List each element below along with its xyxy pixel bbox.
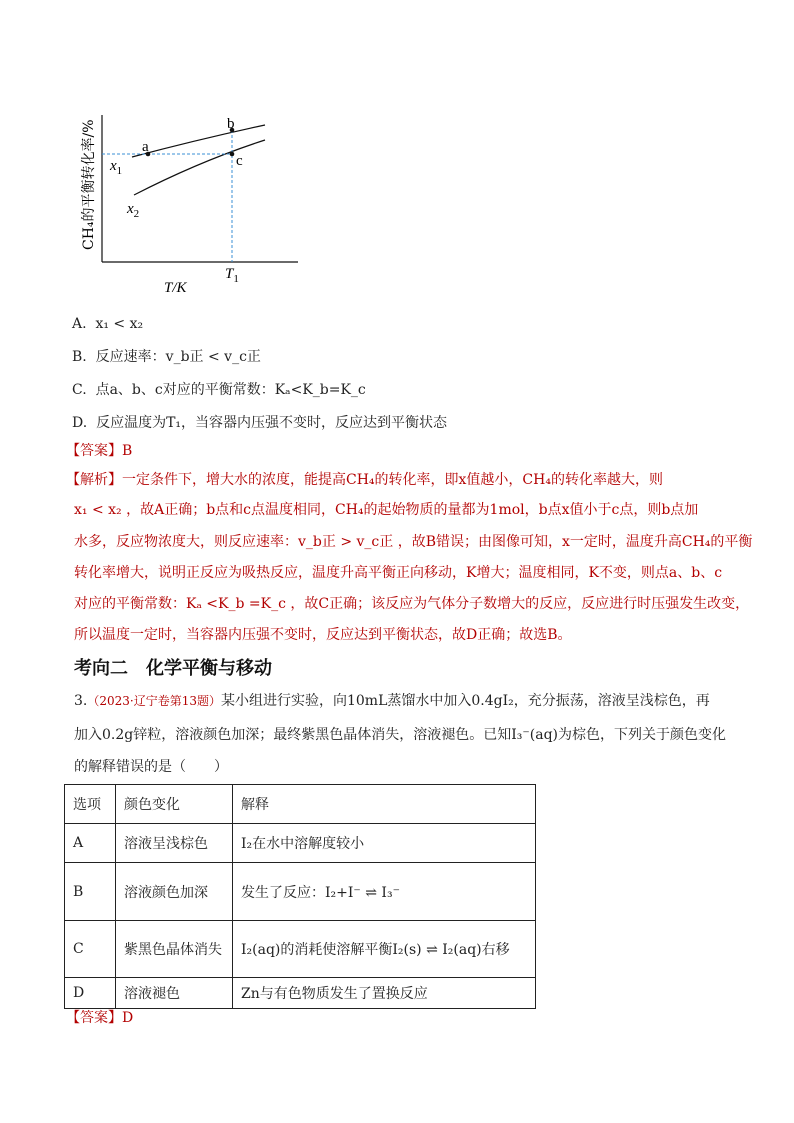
table-header-cell: 解释 [233, 785, 536, 824]
section-heading: 考向二 化学平衡与移动 [74, 658, 272, 679]
x-tick-t1: $T_1$ [225, 266, 239, 285]
table-cell: 发生了反应：I₂+I⁻ ⇌ I₃⁻ [233, 863, 536, 921]
analysis-line-5: 对应的平衡常数：Kₐ <K_b =K_c ，故C正确；该反应为气体分子数增大的反应，反应进行时压强发生改变， [74, 596, 750, 612]
option-b: B. 反应速率：v_b正 < v_c正 [72, 349, 261, 365]
point-c-label: c [236, 153, 243, 169]
table-cell: A [65, 824, 116, 863]
answer-1: 【答案】B [66, 443, 133, 459]
table-cell: D [65, 978, 116, 1009]
curve-x1 [132, 125, 265, 157]
table-cell: 紫黑色晶体消失 [116, 921, 233, 978]
table-row [65, 824, 536, 863]
answer-2: 【答案】D [66, 1010, 134, 1026]
analysis-line-4: 转化率增大，说明正反应为吸热反应，温度升高平衡正向移动，K增大；温度相同，K不变，则点a、b、c [74, 565, 723, 581]
option-c: C. 点a、b、c对应的平衡常数：Kₐ<K_b=K_c [72, 382, 366, 398]
option-d: D. 反应温度为T₁，当容器内压强不变时，反应达到平衡状态 [72, 415, 448, 431]
analysis-line-1: 【解析】一定条件下，增大水的浓度，能提高CH₄的转化率，即x值越小，CH₄的转化率越大，则 [66, 472, 663, 488]
table-header-cell: 选项 [65, 785, 116, 824]
question-3-line-1: 3.（2023·辽宁卷第13题）某小组进行实验，向10mL蒸馏水中加入0.4gI₂，充分振荡，溶液呈浅棕色，再 [74, 693, 710, 709]
point-b-label: b [227, 116, 235, 132]
analysis-line-3: 水多，反应物浓度大，则反应速率：v_b正 > v_c正 ，故B错误；由图像可知，x一定时，温度升高CH₄的平衡 [74, 534, 753, 550]
question-3-line-2: 加入0.2g锌粒，溶液颜色加深；最终紫黑色晶体消失，溶液褪色。已知I₃⁻(aq)为棕色，下列关于颜色变化 [74, 727, 726, 743]
analysis-line-2: x₁ < x₂ ，故A正确；b点和c点温度相同，CH₄的起始物质的量都为1mol，b点x值小于c点，则b点加 [74, 502, 699, 518]
table-cell: I₂(aq)的消耗使溶解平衡I₂(s) ⇌ I₂(aq)右移 [233, 921, 536, 978]
question-3-line-3: 的解释错误的是（ ） [74, 759, 228, 775]
conversion-chart [60, 85, 300, 300]
table-cell: 溶液呈浅棕色 [116, 824, 233, 863]
options-table [64, 784, 536, 1009]
series-x2-label: $x_2$ [127, 201, 140, 220]
point-c [230, 152, 235, 157]
table-header-row [65, 785, 536, 824]
table-row [65, 978, 536, 1009]
y-axis-label: CH₄的平衡转化率/% [81, 119, 97, 250]
table-row [65, 921, 536, 978]
curve-x2 [134, 140, 265, 195]
table-cell: C [65, 921, 116, 978]
analysis-line-6: 所以温度一定时，当容器内压强不变时，反应达到平衡状态，故D正确；故选B。 [74, 627, 572, 643]
x-axis-label: T/K [164, 280, 187, 296]
point-a-label: a [142, 139, 149, 155]
table-cell: Zn与有色物质发生了置换反应 [233, 978, 536, 1009]
option-a: A. x₁ < x₂ [72, 316, 144, 332]
table-cell: B [65, 863, 116, 921]
table-header-cell: 颜色变化 [116, 785, 233, 824]
series-x1-label: $x_1$ [110, 158, 123, 177]
table-cell: I₂在水中溶解度较小 [233, 824, 536, 863]
table-cell: 溶液褪色 [116, 978, 233, 1009]
table-cell: 溶液颜色加深 [116, 863, 233, 921]
table-row [65, 863, 536, 921]
